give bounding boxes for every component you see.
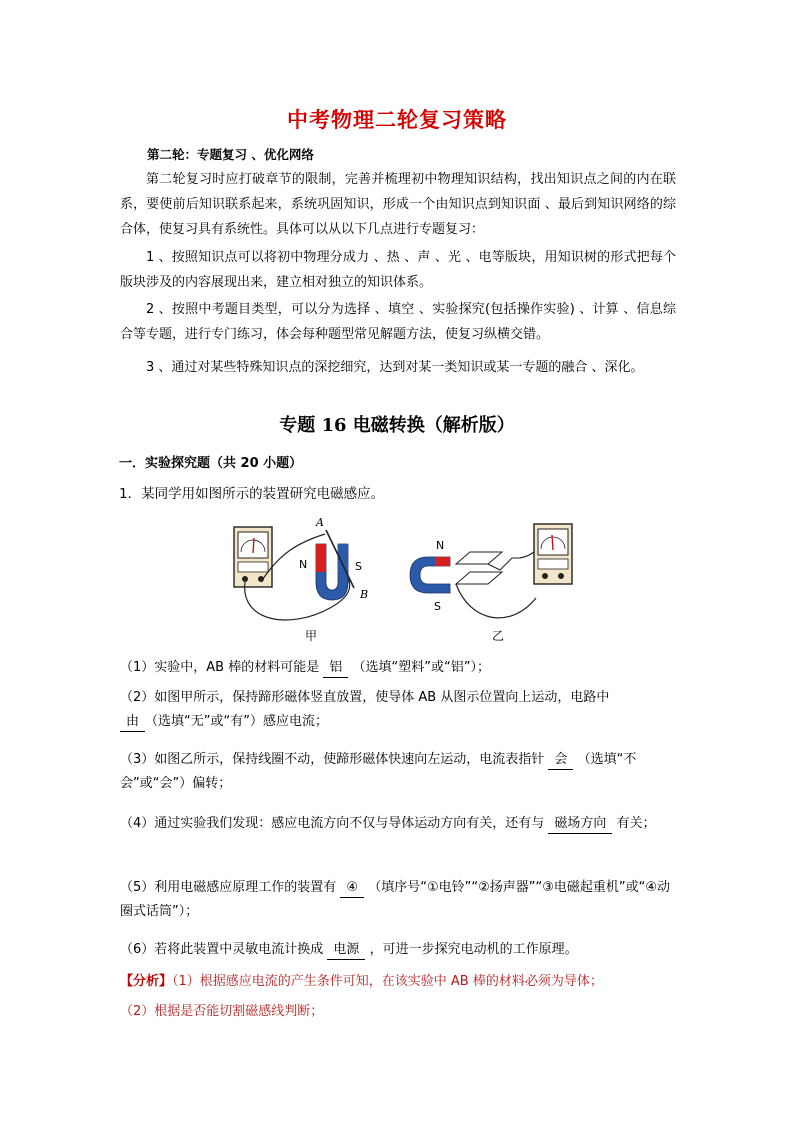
label-s-right: S [434,600,441,613]
label-s-left: S [355,560,362,573]
galvanometer-icon-right [534,524,572,584]
intro-paragraph-1: 第二轮复习时应打破章节的限制，完善并梳理初中物理知识结构，找出知识点之间的内在联系，要使前后知识联系起来，系统巩固知识，形成一个由知识点到知识面 、最后到知识网络的综合体，使复习具有系统性。具体可以从以下几点进行专题复习： [120,172,676,237]
question-1-part-3: （3）如图乙所示，保持线圈不动，使蹄形磁体快速向左运动，电流表指针 会 （选填“不会”或“会”）偏转； [120,752,637,791]
answer-6: 电源 [327,941,365,960]
part-heading: 一．实验探究题（共 20 小题） [119,456,303,471]
question-1-stem: 1．某同学用如图所示的装置研究电磁感应。 [119,486,385,502]
label-n-left: N [299,558,308,571]
caption-right: 乙 [492,629,505,643]
answer-5: ④ [340,879,364,898]
intro-paragraph-3: 2 、按照中考题目类型，可以分为选择 、填空 、实验探究(包括操作实验) 、计算 、信息综合等专题，进行专门练习，体会每种题型常见解题方法，使复习纵横交错。 [120,302,676,342]
caption-left: 甲 [305,629,318,643]
experiment-figure [230,512,580,644]
analysis-line-1: 【分析】（1）根据感应电流的产生条件可知，在该实验中 AB 棒的材料必须为导体； [120,974,603,989]
page-title: 中考物理二轮复习策略 [287,108,507,132]
intro-paragraph-2: 1 、按照知识点可以将初中物理分成力 、热 、声 、光 、电等版块，用知识树的形式把每个版块涉及的内容展现出来，建立相对独立的知识体系。 [120,250,676,290]
question-1-part-4: （4）通过实验我们发现：感应电流方向不仅与导体运动方向有关，还有与 磁场方向 有关； [120,812,680,836]
label-b: B [360,588,369,601]
intro-paragraph-4: 3 、通过对某些特殊知识点的深挖细究，达到对某一类知识或某一专题的融合 、深化。 [146,360,644,375]
analysis-line-2: （2）根据是否能切割磁感线判断； [120,1004,324,1019]
analysis-tag: 【分析】 [120,974,173,989]
horseshoe-magnet-icon-left [316,544,348,600]
question-1-part-2: （2）如图甲所示，保持蹄形磁体竖直放置，使导体 AB 从图示位置向上运动，电路中 由 （选填“无”或“有”）感应电流； [120,686,680,734]
label-a: A [316,516,324,529]
section-title: 专题 16 电磁转换（解析版） [279,415,515,436]
label-n-right: N [436,539,445,552]
subheading: 第二轮：专题复习 、优化网络 [147,147,314,162]
answer-3: 会 [548,751,573,770]
horseshoe-magnet-icon-right [410,557,450,593]
question-1-part-1: （1）实验中，AB 棒的材料可能是 铝 （选填“塑料”或“铝”）； [120,656,680,680]
answer-1: 铝 [323,659,348,678]
question-1-part-6: （6）若将此装置中灵敏电流计换成 电源 ，可进一步探究电动机的工作原理。 [120,938,680,962]
galvanometer-icon-left [234,527,272,587]
answer-2: 由 [120,713,145,732]
question-1-part-5: （5）利用电磁感应原理工作的装置有 ④ （填序号“①电铃”“②扬声器”“③电磁起重机”或“④动圈式话筒”）； [120,880,670,919]
answer-4: 磁场方向 [548,815,612,834]
